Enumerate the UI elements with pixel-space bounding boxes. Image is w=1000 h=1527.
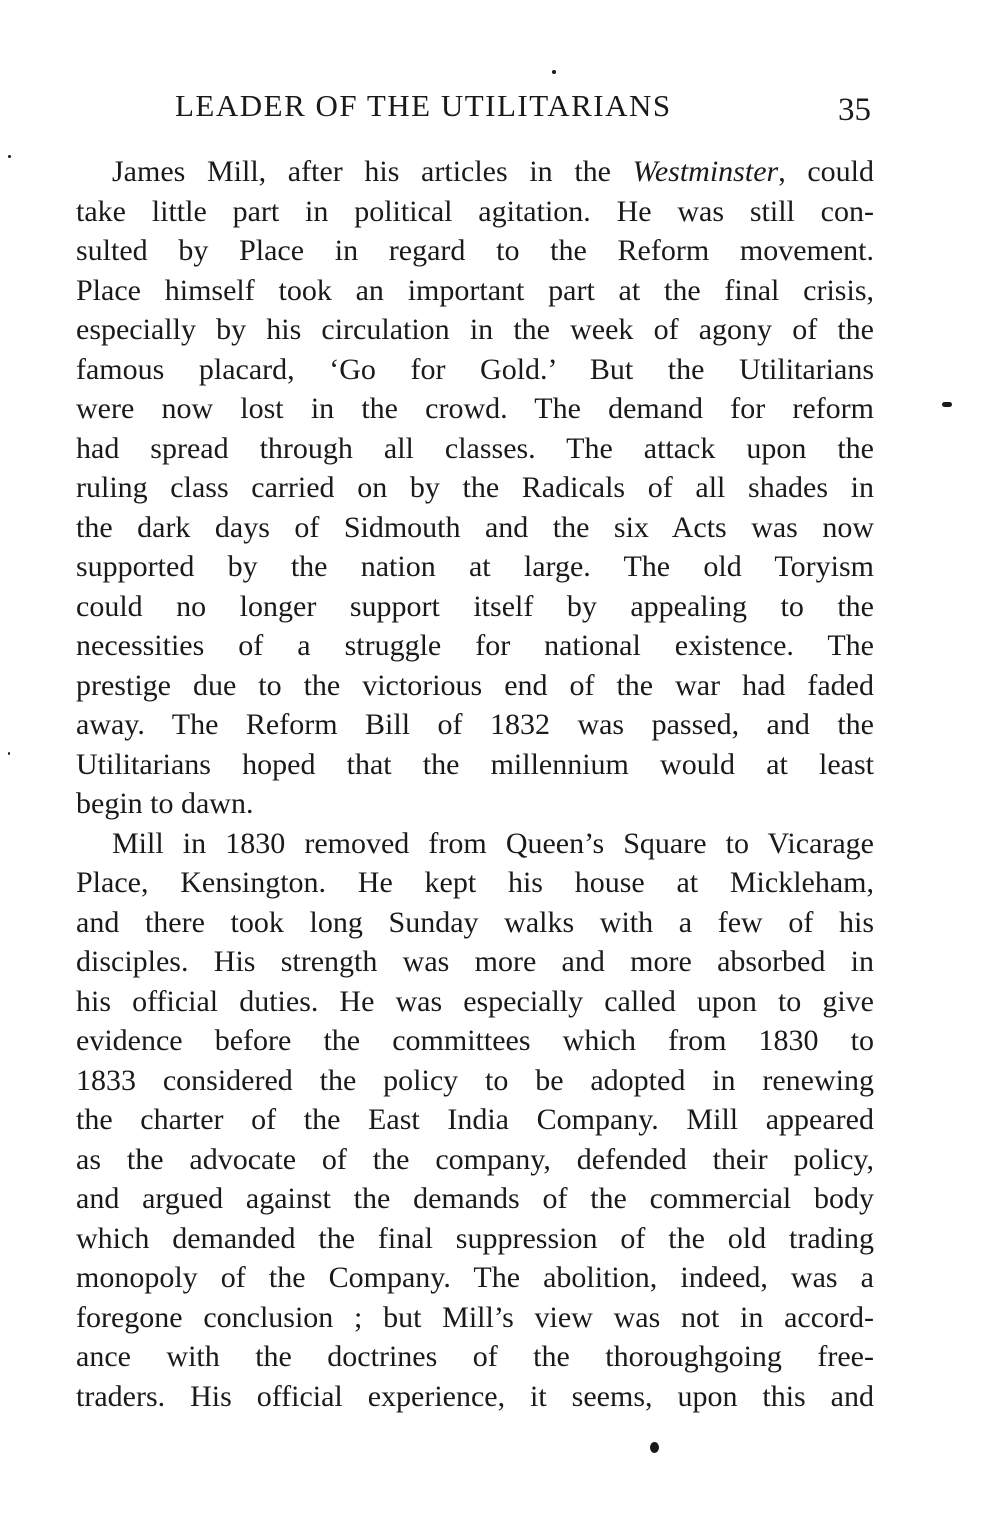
ink-speck [8, 752, 10, 755]
page-number: 35 [838, 92, 871, 128]
text-line: and there took long Sunday walks with a few of his [76, 905, 874, 939]
text-line: the dark days of Sidmouth and the six Acts was now [76, 510, 874, 544]
text-line: begin to dawn. [76, 787, 254, 820]
running-title: LEADER OF THE UTILITARIANS [175, 88, 672, 123]
text-line: ance with the doctrines of the thoroughgoing free- [76, 1340, 874, 1373]
text-line: disciples. His strength was more and more absorbed in [76, 945, 874, 978]
text-line: foregone conclusion ; but Mill’s view was not in accord- [76, 1300, 874, 1334]
text-line: the charter of the East India Company. Mill appeared [76, 1103, 874, 1136]
text-line: prestige due to the victorious end of the war had faded [76, 668, 874, 702]
text-line: especially by his circulation in the week of agony of the [76, 313, 874, 346]
text-line: monopoly of the Company. The abolition, indeed, was a [76, 1261, 874, 1294]
text-line: James Mill, after his articles in the Westminster, could [112, 155, 874, 188]
ink-speck [552, 70, 556, 74]
text-line: Place himself took an important part at the final crisis, [76, 273, 874, 307]
ink-speck [942, 402, 952, 407]
body-text [76, 152, 874, 1416]
text-line: necessities of a struggle for national existence. The [76, 629, 874, 662]
text-line: away. The Reform Bill of 1832 was passed, and the [76, 708, 874, 741]
text-line: take little part in political agitation. He was still con- [76, 194, 874, 228]
text-line: ruling class carried on by the Radicals of all shades in [76, 471, 874, 504]
text-line: sulted by Place in regard to the Reform movement. [76, 234, 874, 267]
text-line: 1833 considered the policy to be adopted in renewing [76, 1063, 874, 1097]
text-line: Place, Kensington. He kept his house at Mickleham, [76, 866, 874, 899]
text-line: could no longer support itself by appealing to the [76, 589, 874, 623]
text-line: supported by the nation at large. The old Toryism [76, 550, 874, 583]
ink-speck [650, 1442, 659, 1453]
text-line: and argued against the demands of the commercial body [76, 1182, 874, 1215]
periodical-title: Westminster [632, 155, 779, 188]
running-head [0, 84, 1000, 134]
ink-speck [8, 155, 11, 158]
text-line: as the advocate of the company, defended their policy, [76, 1142, 874, 1176]
text-line: which demanded the final suppression of the old trading [76, 1221, 874, 1255]
text-line: were now lost in the crowd. The demand for reform [76, 392, 874, 425]
text-line: Mill in 1830 removed from Queen’s Square to Vicarage [112, 826, 874, 860]
text-line: his official duties. He was especially called upon to give [76, 984, 874, 1018]
text-line: had spread through all classes. The attack upon the [76, 431, 874, 465]
text-line: famous placard, ‘Go for Gold.’ But the Utilitarians [76, 352, 874, 386]
text-line: traders. His official experience, it seems, upon this and [76, 1379, 874, 1413]
text-line: evidence before the committees which from 1830 to [76, 1024, 874, 1057]
text-line: Utilitarians hoped that the millennium would at least [76, 747, 874, 781]
